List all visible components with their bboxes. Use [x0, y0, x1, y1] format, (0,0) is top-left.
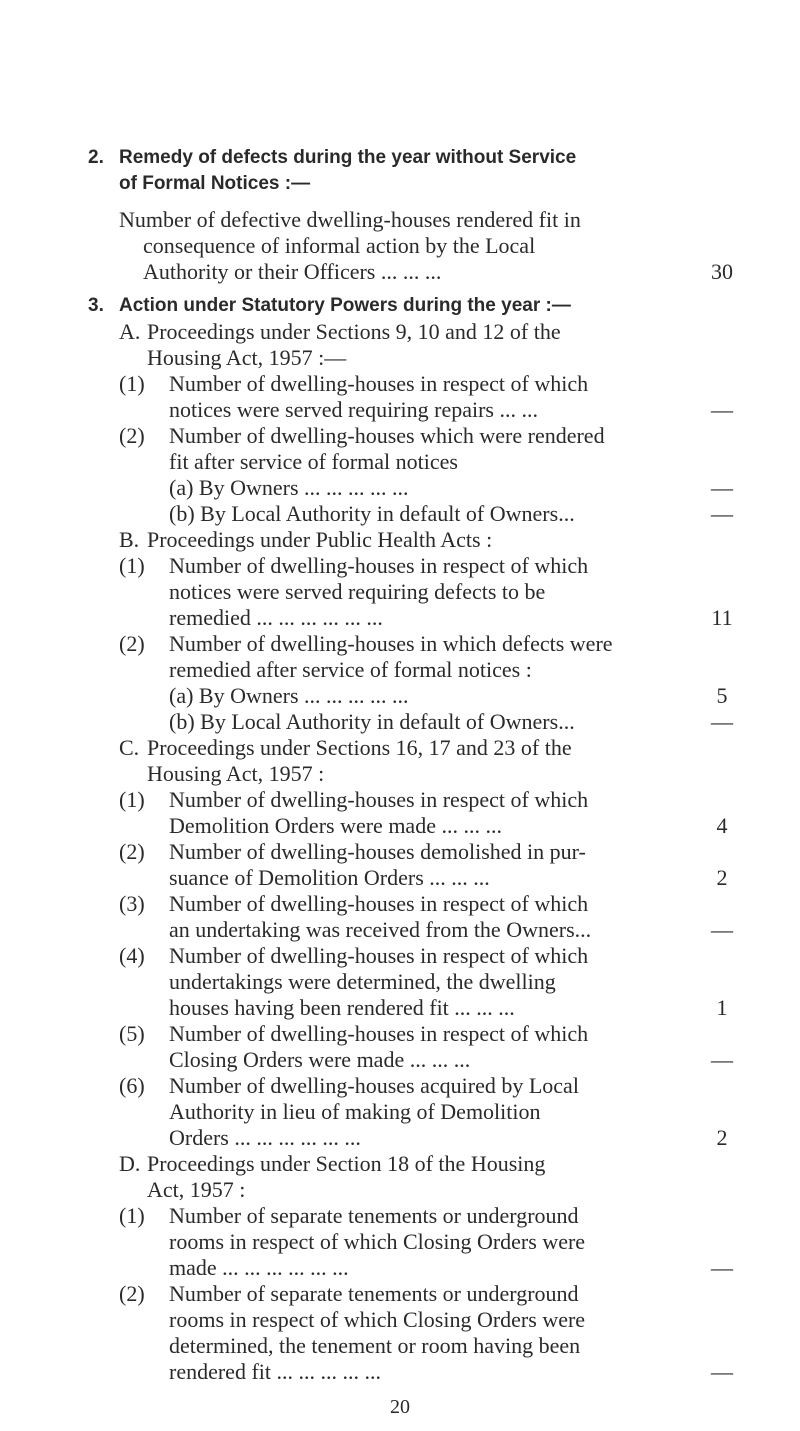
d2-line-4: rendered fit ... ... ... ... ... — [169, 1359, 381, 1384]
d1-number: (1) — [119, 1203, 145, 1228]
a1-line-2: notices were served requiring repairs ... ... — [169, 397, 538, 422]
c6-line-1: Number of dwelling-houses acquired by Local — [169, 1073, 579, 1098]
subsection-c-line-2: Housing Act, 1957 : — [147, 761, 325, 786]
c4-line-1: Number of dwelling-houses in respect of which — [169, 943, 589, 968]
a2-a-text: (a) By Owners ... ... ... ... ... — [169, 475, 409, 500]
a2-line-1: Number of dwelling-houses which were rendered — [169, 423, 605, 448]
d1-line-2: rooms in respect of which Closing Orders were — [169, 1229, 586, 1254]
c5-line-1: Number of dwelling-houses in respect of which — [169, 1021, 589, 1046]
c5-value: — — [711, 1047, 733, 1072]
a2-b-value: — — [711, 501, 733, 526]
section-2-heading-line-2: of Formal Notices :— — [119, 173, 311, 194]
c6-line-3: Orders ... ... ... ... ... ... — [169, 1125, 361, 1150]
a2-b-text: (b) By Local Authority in default of Owners... — [169, 501, 575, 526]
subsection-c-line-1: Proceedings under Sections 16, 17 and 23 of the — [147, 735, 572, 760]
subsection-d-line-1: Proceedings under Section 18 of the Housing — [147, 1151, 546, 1176]
b1-line-1: Number of dwelling-houses in respect of which — [169, 553, 589, 578]
subsection-d-line-2: Act, 1957 : — [147, 1177, 246, 1202]
section-2-number: 2. — [88, 147, 104, 168]
b2-line-1: Number of dwelling-houses in which defects were — [169, 631, 613, 656]
d1-line-3: made ... ... ... ... ... ... — [169, 1255, 349, 1280]
page-number: 20 — [390, 1396, 410, 1418]
subsection-d-letter: D. — [119, 1151, 141, 1176]
c1-number: (1) — [119, 787, 145, 812]
subsection-b-line-1: Proceedings under Public Health Acts : — [147, 527, 493, 552]
c1-value: 4 — [716, 813, 728, 838]
b2-line-2: remedied after service of formal notices : — [169, 657, 532, 682]
c2-number: (2) — [119, 839, 145, 864]
d2-line-1: Number of separate tenements or underground — [169, 1281, 579, 1306]
d2-value: — — [711, 1359, 733, 1384]
b1-value: 11 — [711, 605, 733, 630]
c6-line-2: Authority in lieu of making of Demolition — [169, 1099, 541, 1124]
a2-number: (2) — [119, 423, 145, 448]
d1-line-1: Number of separate tenements or underground — [169, 1203, 579, 1228]
section-2-value: 30 — [711, 259, 733, 284]
c4-number: (4) — [119, 943, 145, 968]
b2-b-value: — — [711, 709, 733, 734]
a2-line-2: fit after service of formal notices — [169, 449, 458, 474]
subsection-a-line-1: Proceedings under Sections 9, 10 and 12 of the — [147, 319, 561, 344]
section-2-text-line-2: consequence of informal action by the Local — [143, 233, 536, 258]
c2-line-2: suance of Demolition Orders ... ... ... — [169, 865, 490, 890]
section-3-heading: Action under Statutory Powers during the year :— — [119, 295, 571, 316]
c3-line-2: an undertaking was received from the Owners... — [169, 917, 592, 942]
c1-line-2: Demolition Orders were made ... ... ... — [169, 813, 502, 838]
c4-value: 1 — [716, 995, 728, 1020]
b1-line-2: notices were served requiring defects to be — [169, 579, 546, 604]
a1-line-1: Number of dwelling-houses in respect of which — [169, 371, 589, 396]
section-3-number: 3. — [88, 295, 104, 316]
d2-number: (2) — [119, 1281, 145, 1306]
d2-line-2: rooms in respect of which Closing Orders were — [169, 1307, 586, 1332]
subsection-a-line-2: Housing Act, 1957 :— — [147, 345, 347, 370]
c6-value: 2 — [716, 1125, 728, 1150]
section-2-heading-line-1: Remedy of defects during the year without Service — [119, 147, 577, 168]
d2-line-3: determined, the tenement or room having been — [169, 1333, 581, 1358]
c2-line-1: Number of dwelling-houses demolished in pur- — [169, 839, 586, 864]
c5-number: (5) — [119, 1021, 145, 1046]
c6-number: (6) — [119, 1073, 145, 1098]
subsection-a-letter: A. — [119, 319, 141, 344]
c3-line-1: Number of dwelling-houses in respect of which — [169, 891, 589, 916]
a1-value: — — [711, 397, 733, 422]
b2-b-text: (b) By Local Authority in default of Owners... — [169, 709, 575, 734]
d1-value: — — [711, 1255, 733, 1280]
b1-number: (1) — [119, 553, 145, 578]
b2-a-value: 5 — [716, 683, 728, 708]
c1-line-1: Number of dwelling-houses in respect of which — [169, 787, 589, 812]
section-2-text-line-3: Authority or their Officers ... ... ... — [143, 259, 442, 284]
c4-line-3: houses having been rendered fit ... ... ... — [169, 995, 515, 1020]
b1-line-3: remedied ... ... ... ... ... ... — [169, 605, 383, 630]
a1-number: (1) — [119, 371, 145, 396]
subsection-b-letter: B. — [119, 527, 140, 552]
b2-a-text: (a) By Owners ... ... ... ... ... — [169, 683, 409, 708]
b2-number: (2) — [119, 631, 145, 656]
c3-value: — — [711, 917, 733, 942]
section-2-text-line-1: Number of defective dwelling-houses rendered fit in — [119, 207, 581, 232]
a2-a-value: — — [711, 475, 733, 500]
c3-number: (3) — [119, 891, 145, 916]
c2-value: 2 — [716, 865, 728, 890]
subsection-c-letter: C. — [119, 735, 140, 760]
c4-line-2: undertakings were determined, the dwelling — [169, 969, 556, 994]
c5-line-2: Closing Orders were made ... ... ... — [169, 1047, 471, 1072]
